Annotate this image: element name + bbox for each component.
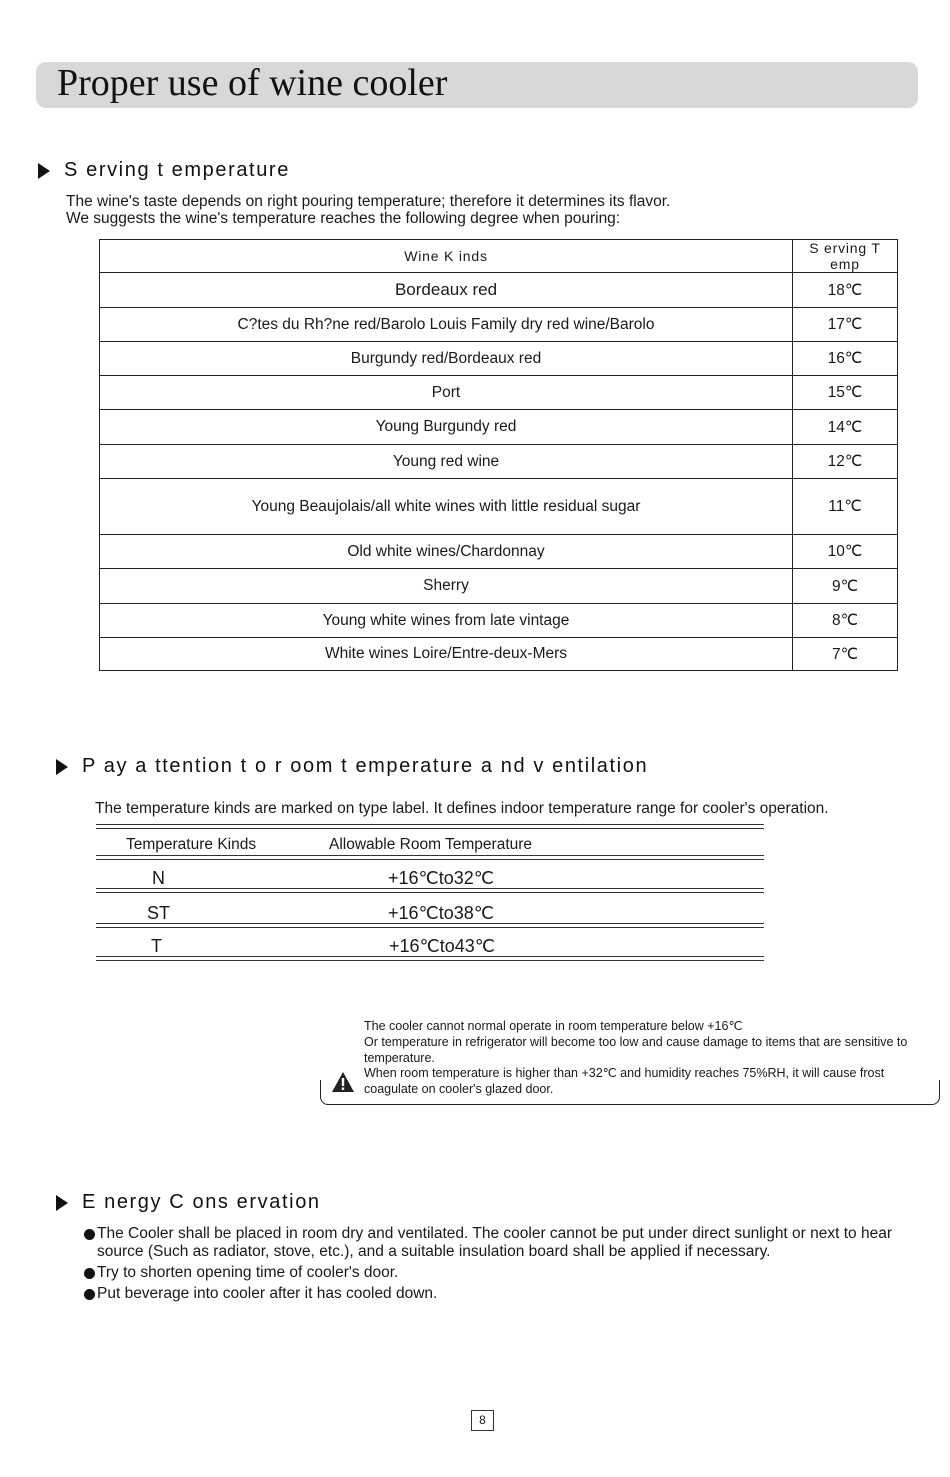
temp-cell: 14℃ [793, 410, 898, 445]
room-section-heading [56, 755, 648, 778]
table-rule [96, 824, 764, 829]
wine-kind-cell: Young Burgundy red [100, 410, 793, 445]
serving-section-heading [38, 159, 290, 182]
col-allowable-room-temperature: Allowable Room Temperature [329, 836, 533, 853]
wine-kind-cell: Young red wine [100, 445, 793, 479]
list-item [84, 1264, 914, 1282]
wine-kind-cell: Old white wines/Chardonnay [100, 535, 793, 569]
temp-cell: 10℃ [793, 535, 898, 569]
triangle-bullet-icon [38, 163, 50, 179]
wine-kind-cell: Bordeaux red [100, 273, 793, 308]
serving-heading-text: S erving t emperature [64, 159, 290, 181]
list-item [84, 1285, 914, 1303]
table-rule [96, 855, 764, 860]
col-wine-kinds: Wine K inds [100, 240, 793, 273]
serving-intro-2: We suggests the wine's temperature reaches the following degree when pouring: [66, 210, 621, 227]
page-number: 8 [471, 1410, 494, 1431]
table-rule [96, 923, 764, 928]
wine-kind-cell: Sherry [100, 569, 793, 604]
bullet-dot-icon [84, 1268, 95, 1279]
list-item [84, 1225, 914, 1261]
warning-line: The cooler cannot normal operate in room temperature below +16℃ [364, 1019, 743, 1033]
warning-text [364, 1019, 939, 1098]
energy-bullet-list [84, 1225, 914, 1306]
table-row [100, 273, 898, 308]
table-row [100, 535, 898, 569]
list-item-text: Try to shorten opening time of cooler's door. [97, 1264, 399, 1281]
temp-cell: 11℃ [793, 479, 898, 535]
wine-kind-cell: C?tes du Rh?ne red/Barolo Louis Family dry red wine/Barolo [100, 308, 793, 342]
page-title: Proper use of wine cooler [57, 62, 448, 104]
col-serving-temp: S erving T emp [793, 240, 898, 273]
room-intro: The temperature kinds are marked on type label. It defines indoor temperature range for cooler's operation. [95, 800, 829, 817]
serving-intro-1: The wine's taste depends on right pouring temperature; therefore it determines its flavor. [66, 193, 671, 210]
climate-class-cell: N [152, 868, 165, 888]
room-range-cell: +16℃to38℃ [388, 903, 494, 923]
table-row [100, 308, 898, 342]
col-temperature-kinds: Temperature Kinds [126, 836, 257, 853]
table-header-row [100, 240, 898, 273]
wine-kind-cell: Young Beaujolais/all white wines with little residual sugar [100, 479, 793, 535]
triangle-bullet-icon [56, 1195, 68, 1211]
table-row [100, 604, 898, 638]
list-item-text: Put beverage into cooler after it has cooled down. [97, 1285, 438, 1302]
energy-section-heading [56, 1191, 321, 1214]
climate-class-cell: T [151, 936, 162, 956]
warning-line: Or temperature in refrigerator will become too low and cause damage to items that are sensitive to temperature. [364, 1034, 908, 1065]
wine-kind-cell: White wines Loire/Entre-deux-Mers [100, 638, 793, 671]
wine-kind-cell: Burgundy red/Bordeaux red [100, 342, 793, 376]
table-row [100, 479, 898, 535]
table-row [100, 638, 898, 671]
temp-cell: 17℃ [793, 308, 898, 342]
temp-cell: 7℃ [793, 638, 898, 671]
room-range-cell: +16℃to43℃ [389, 936, 495, 956]
temp-cell: 16℃ [793, 342, 898, 376]
serving-temperature-table [99, 239, 898, 671]
temp-cell: 8℃ [793, 604, 898, 638]
temp-cell: 18℃ [793, 273, 898, 308]
temp-cell: 12℃ [793, 445, 898, 479]
table-row [100, 569, 898, 604]
temp-cell: 9℃ [793, 569, 898, 604]
energy-heading-text: E nergy C ons ervation [82, 1191, 321, 1213]
climate-class-cell: ST [147, 903, 171, 923]
table-rule [96, 956, 764, 961]
title-bar [36, 62, 918, 108]
room-heading-text: P ay a ttention t o r oom t emperature a nd v entilation [82, 755, 649, 777]
wine-kind-cell: Young white wines from late vintage [100, 604, 793, 638]
list-item-text: The Cooler shall be placed in room dry and ventilated. The cooler cannot be put under direct sunlight or next to hear source (Such as radiator, stove, etc.), and a suitable insulation board shall be applied if necessary. [97, 1225, 892, 1260]
table-row [100, 342, 898, 376]
table-row [100, 445, 898, 479]
table-rule [96, 888, 764, 893]
bullet-dot-icon [84, 1229, 95, 1240]
temp-cell: 15℃ [793, 376, 898, 410]
bullet-dot-icon [84, 1289, 95, 1300]
warning-line: When room temperature is higher than +32℃ and humidity reaches 75%RH, it will cause frost coagulate on cooler's glazed door. [364, 1066, 885, 1097]
triangle-bullet-icon [56, 759, 68, 775]
warning-triangle-icon [331, 1071, 355, 1093]
room-range-cell: +16℃to32℃ [388, 868, 494, 888]
wine-kind-cell: Port [100, 376, 793, 410]
table-row [100, 376, 898, 410]
table-row [100, 410, 898, 445]
